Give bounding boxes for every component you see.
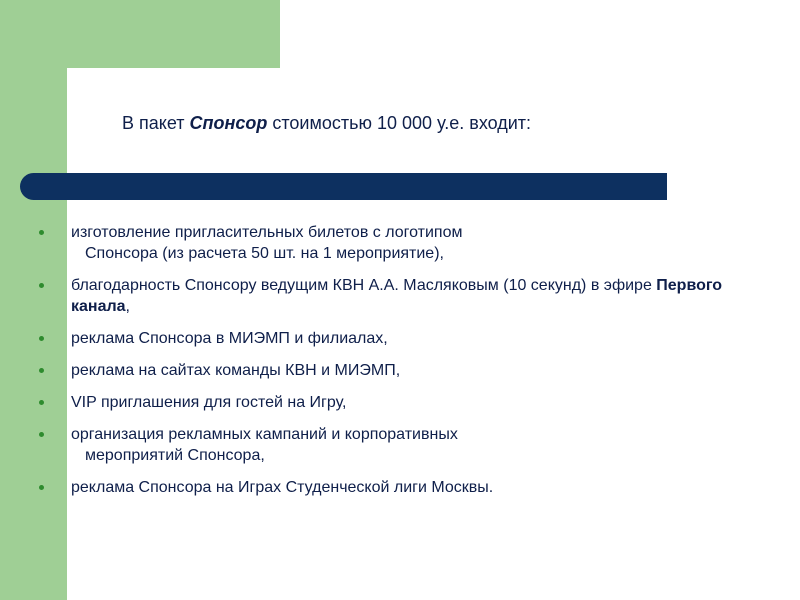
list-item-text: организация рекламных кампаний и корпоративных [71, 426, 458, 443]
title-suffix: стоимостью 10 000 у.е. входит: [267, 113, 532, 133]
list-item-bold-text: Первого канала [71, 277, 723, 315]
list-item [37, 392, 777, 413]
list-item [37, 222, 777, 264]
list-item [37, 360, 777, 381]
list-item-text-end: , [125, 298, 130, 315]
list-item [37, 477, 777, 498]
list-item-text: изготовление пригласительных билетов с логотипом [71, 224, 463, 241]
bullet-icon [39, 400, 44, 405]
bullet-icon [39, 336, 44, 341]
list-item-text: VIP приглашения для гостей на Игру, [71, 394, 347, 411]
bullet-icon [39, 283, 44, 288]
navy-divider-bar [20, 173, 667, 200]
list-item-text-continued: Спонсора (из расчета 50 шт. на 1 мероприятие), [85, 245, 444, 262]
list-item-text-continued: мероприятий Спонсора, [85, 447, 265, 464]
list-item [37, 424, 777, 466]
list-item-text: реклама Спонсора на Играх Студенческой лиги Москвы. [71, 479, 494, 496]
green-top-band [67, 0, 280, 68]
bullet-list [37, 222, 777, 509]
list-item-text: благодарность Спонсору ведущим КВН А.А. Масляковым (10 секунд) в эфире [71, 277, 657, 294]
list-item-text: реклама Спонсора в МИЭМП и филиалах, [71, 330, 388, 347]
list-item [37, 328, 777, 349]
title-prefix: В пакет [122, 113, 190, 133]
bullet-icon [39, 368, 44, 373]
slide-title [122, 113, 531, 134]
bullet-icon [39, 485, 44, 490]
title-emphasis: Спонсор [189, 113, 268, 133]
bullet-icon [39, 432, 44, 437]
list-item-text: реклама на сайтах команды КВН и МИЭМП, [71, 362, 401, 379]
list-item [37, 275, 777, 317]
bullet-icon [39, 230, 44, 235]
rounded-corner [67, 68, 127, 128]
